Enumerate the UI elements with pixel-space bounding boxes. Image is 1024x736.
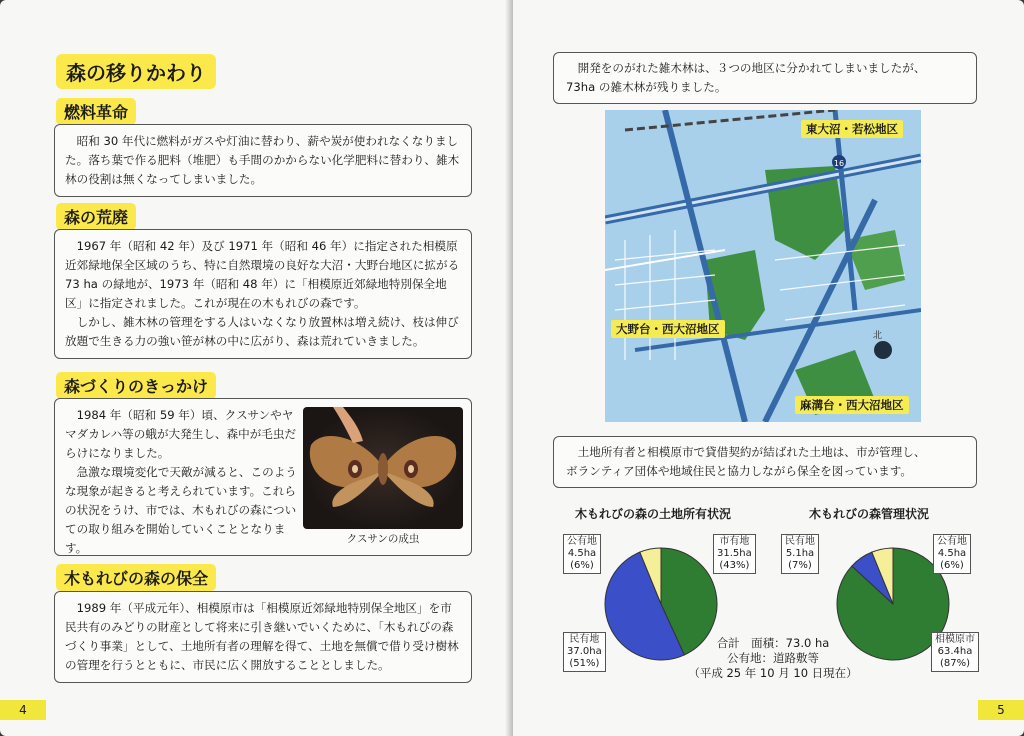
label-percent: (7%) bbox=[788, 560, 812, 571]
section-heading-fuel: 燃料革命 bbox=[56, 98, 136, 125]
totals-note bbox=[683, 636, 863, 681]
label-name: 民有地 bbox=[785, 536, 815, 547]
map-label-south: 麻溝台・西大沼地区 bbox=[795, 396, 909, 414]
intro-line: 開発をのがれた雑木林は、３つの地区に分かれてしまいましたが、 bbox=[577, 61, 926, 75]
label-percent: (87%) bbox=[939, 658, 971, 669]
right-page bbox=[513, 0, 1024, 736]
label-value: 37.0ha bbox=[567, 646, 602, 657]
paragraph: しかし、雑木林の管理をする人はいなくなり放置林は増え続け、枝は伸び放題で生きる力の強い笹が林の中に広がり、森は荒れていきました。 bbox=[65, 315, 459, 348]
intro-line: 73ha の雑木林が残りました。 bbox=[566, 80, 727, 94]
paragraph: 昭和 30 年代に燃料がガスや灯油に替わり、薪や炭が使われなくなりました。落ち葉で作る肥料（堆肥）も手間のかからない化学肥料に替わり、雑木林の役割は無くなってしまいました。 bbox=[65, 134, 460, 186]
label-percent: (6%) bbox=[940, 560, 964, 571]
intro-box bbox=[553, 52, 977, 104]
pie-label-public-1 bbox=[563, 534, 601, 574]
compass-label: 北 bbox=[873, 331, 883, 341]
totals-public: 公有地：道路敷等 bbox=[727, 651, 819, 665]
lease-line: ボランティア団体や地域住民と協力しながら保全を図っています。 bbox=[566, 464, 912, 478]
paragraph: 1989 年（平成元年）、相模原市は「相模原近郊緑地特別保全地区」を市民共有のみどりの財産として将来に引き継いでいくために、「木もれびの森づくり事業」として、土地所有者の理解を得て、土地を無償で借り受け樹林の管理を行うとともに、市民に広く開放することとしました。 bbox=[65, 601, 459, 672]
paragraph: 1984 年（昭和 59 年）頃、クスサンやヤマダカレハ等の蛾が大発生し、森中が毛虫だらけになりました。 bbox=[65, 408, 297, 460]
route-number: 16 bbox=[833, 159, 845, 168]
left-page bbox=[0, 0, 511, 736]
label-value: 5.1ha bbox=[785, 548, 815, 559]
chart-title-ownership: 木もれびの森の土地所有状況 bbox=[575, 507, 732, 521]
label-percent: (43%) bbox=[719, 560, 750, 571]
moth-photo bbox=[303, 407, 463, 529]
label-value: 4.5ha bbox=[937, 548, 967, 559]
lease-line: 土地所有者と相模原市で貸借契約が結ばれた土地は、市が管理し、 bbox=[577, 445, 926, 459]
pie-label-sagamihara bbox=[931, 632, 979, 672]
label-name: 公有地 bbox=[567, 536, 597, 547]
pie-label-private-2 bbox=[781, 534, 819, 574]
pie-label-private-1 bbox=[563, 632, 606, 672]
section-box-trigger bbox=[54, 398, 472, 556]
photo-caption: クスサンの成虫 bbox=[346, 533, 420, 545]
section-heading-trigger: 森づくりのきっかけ bbox=[56, 372, 216, 399]
totals-area: 合計 面積：73.0 ha bbox=[716, 636, 830, 650]
lease-box bbox=[553, 436, 977, 488]
district-map bbox=[605, 110, 921, 422]
label-name: 公有地 bbox=[937, 536, 967, 547]
section-heading-conservation: 木もれびの森の保全 bbox=[56, 564, 216, 591]
paragraph: 急激な環境変化で天敵が減ると、このような現象が起きると考えられています。これらの状況をうけ、市では、木もれびの森についての取り組みを開始していくこととなります。 bbox=[65, 465, 297, 555]
pie-label-city-owned bbox=[713, 534, 756, 574]
paragraph: 1967 年（昭和 42 年）及び 1971 年（昭和 46 年）に指定された相模原近郊緑地保全区域のうち、特に自然環境の良好な大沼・大野台地区に拡がる 73 ha の緑地が、1973 年（昭和 48 年）に「相模原近郊緑地特別保全地区」に指定されました。これが現在の木もれびの森です。 bbox=[65, 239, 460, 310]
map-label-west: 大野台・西大沼地区 bbox=[611, 320, 725, 338]
chart-title-management: 木もれびの森管理状況 bbox=[809, 507, 930, 521]
label-percent: (6%) bbox=[570, 560, 594, 571]
label-value: 63.4ha bbox=[937, 646, 973, 657]
map-label-east: 東大沼・若松地区 bbox=[801, 120, 903, 138]
section-box-fuel bbox=[54, 124, 472, 197]
page-number: 4 bbox=[0, 700, 46, 720]
page-title: 森の移りかわり bbox=[56, 54, 216, 89]
totals-date: （平成 25 年 10 月 10 日現在） bbox=[688, 666, 858, 680]
section-box-decline bbox=[54, 229, 472, 359]
section-box-conservation bbox=[54, 591, 472, 683]
label-name: 相模原市 bbox=[935, 634, 975, 645]
pie-label-public-2 bbox=[933, 534, 971, 574]
page-number: 5 bbox=[978, 700, 1024, 720]
label-name: 民有地 bbox=[569, 634, 600, 645]
label-percent: (51%) bbox=[569, 658, 600, 669]
label-value: 31.5ha bbox=[717, 548, 752, 559]
label-name: 市有地 bbox=[719, 536, 750, 547]
label-value: 4.5ha bbox=[567, 548, 597, 559]
section-heading-decline: 森の荒廃 bbox=[56, 203, 136, 230]
